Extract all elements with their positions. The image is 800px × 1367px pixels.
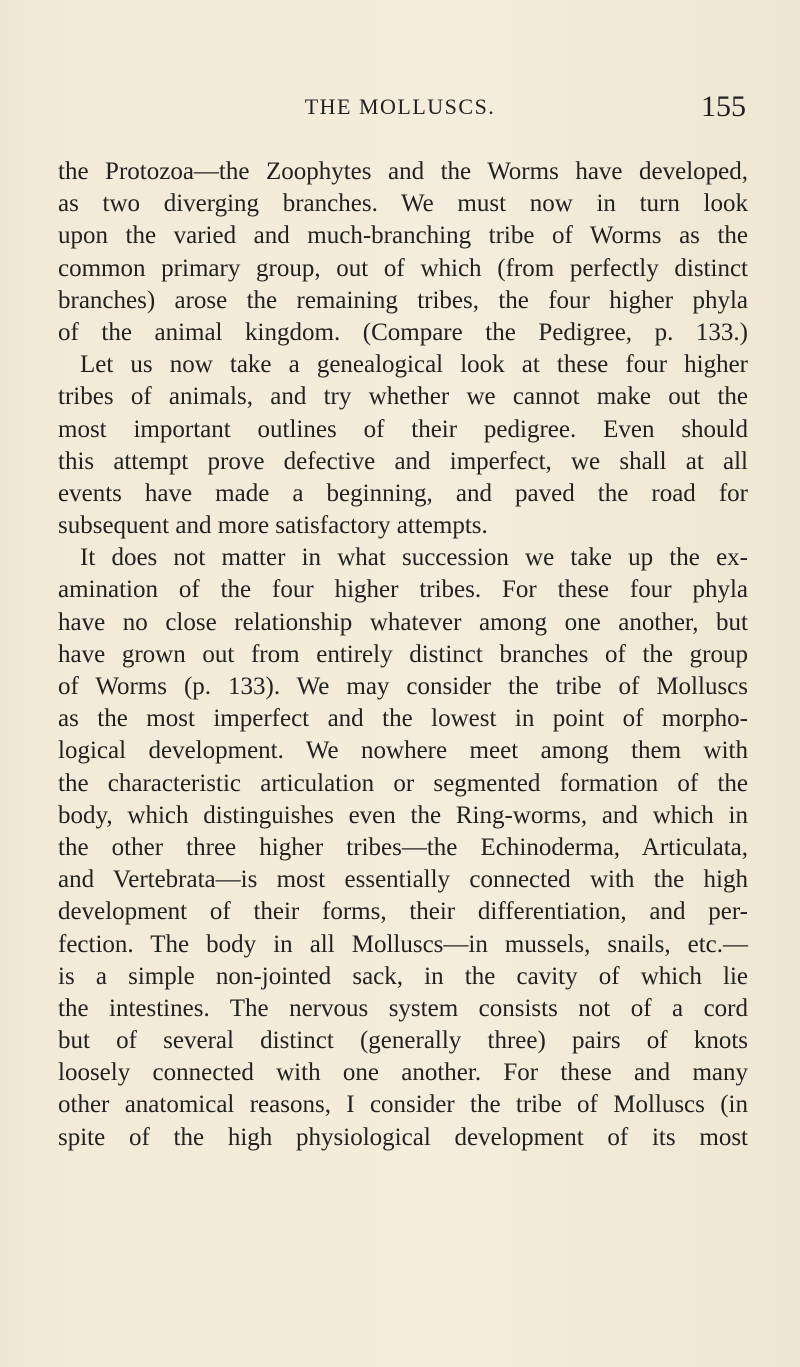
text-line: upon the varied and much-branching tribe of Worms as the xyxy=(58,222,748,250)
body-text xyxy=(58,156,748,1154)
text-line: is a simple non-jointed sack, in the cavity of which lie xyxy=(58,962,748,990)
text-line: logical development. We nowhere meet among them with xyxy=(58,737,748,765)
text-line: amination of the four higher tribes. For these four phyla xyxy=(58,576,748,604)
text-line: loosely connected with one another. For these and many xyxy=(58,1059,748,1087)
text-line: as two diverging branches. We must now in turn look xyxy=(58,190,748,218)
text-line: this attempt prove defective and imperfect, we shall at all xyxy=(58,447,748,475)
page-number: 155 xyxy=(701,90,746,123)
text-line: have no close relationship whatever among one another, but xyxy=(58,608,748,636)
text-line: have grown out from entirely distinct branches of the group xyxy=(58,640,748,668)
text-line: branches) arose the remaining tribes, the four higher phyla xyxy=(58,286,748,314)
text-line: tribes of animals, and try whether we cannot make out the xyxy=(58,383,748,411)
text-line: but of several distinct (generally three) pairs of knots xyxy=(58,1027,748,1055)
text-line: development of their forms, their differentiation, and per- xyxy=(58,898,748,926)
text-line: as the most imperfect and the lowest in point of morpho- xyxy=(58,705,748,733)
text-line: the intestines. The nervous system consists not of a cord xyxy=(58,994,748,1022)
text-line: other anatomical reasons, I consider the tribe of Molluscs (in xyxy=(58,1091,748,1119)
page-header xyxy=(0,90,800,138)
text-line: the other three higher tribes—the Echinoderma, Articulata, xyxy=(58,833,748,861)
text-line: It does not matter in what succession we take up the ex- xyxy=(80,544,748,572)
text-line: fection. The body in all Molluscs—in mussels, snails, etc.— xyxy=(58,930,748,958)
text-line: most important outlines of their pedigree. Even should xyxy=(58,415,748,443)
text-line: the Protozoa—the Zoophytes and the Worms have developed, xyxy=(58,158,748,185)
text-line: the characteristic articulation or segmented formation of the xyxy=(58,769,748,797)
text-line: common primary group, out of which (from perfectly distinct xyxy=(58,254,748,282)
text-line: body, which distinguishes even the Ring-worms, and which in xyxy=(58,801,748,829)
running-head: THE MOLLUSCS. xyxy=(304,94,496,119)
text-line: spite of the high physiological development of its most xyxy=(58,1123,748,1151)
text-line: and Vertebrata—is most essentially connected with the high xyxy=(58,866,748,894)
text-line: of Worms (p. 133). We may consider the tribe of Molluscs xyxy=(58,673,748,700)
text-line: events have made a beginning, and paved the road for xyxy=(58,479,748,507)
text-line: subsequent and more satisfactory attempts. xyxy=(58,512,488,540)
text-line: of the animal kingdom. (Compare the Pedigree, p. 133.) xyxy=(58,318,748,346)
text-line: Let us now take a genealogical look at these four higher xyxy=(80,351,748,379)
